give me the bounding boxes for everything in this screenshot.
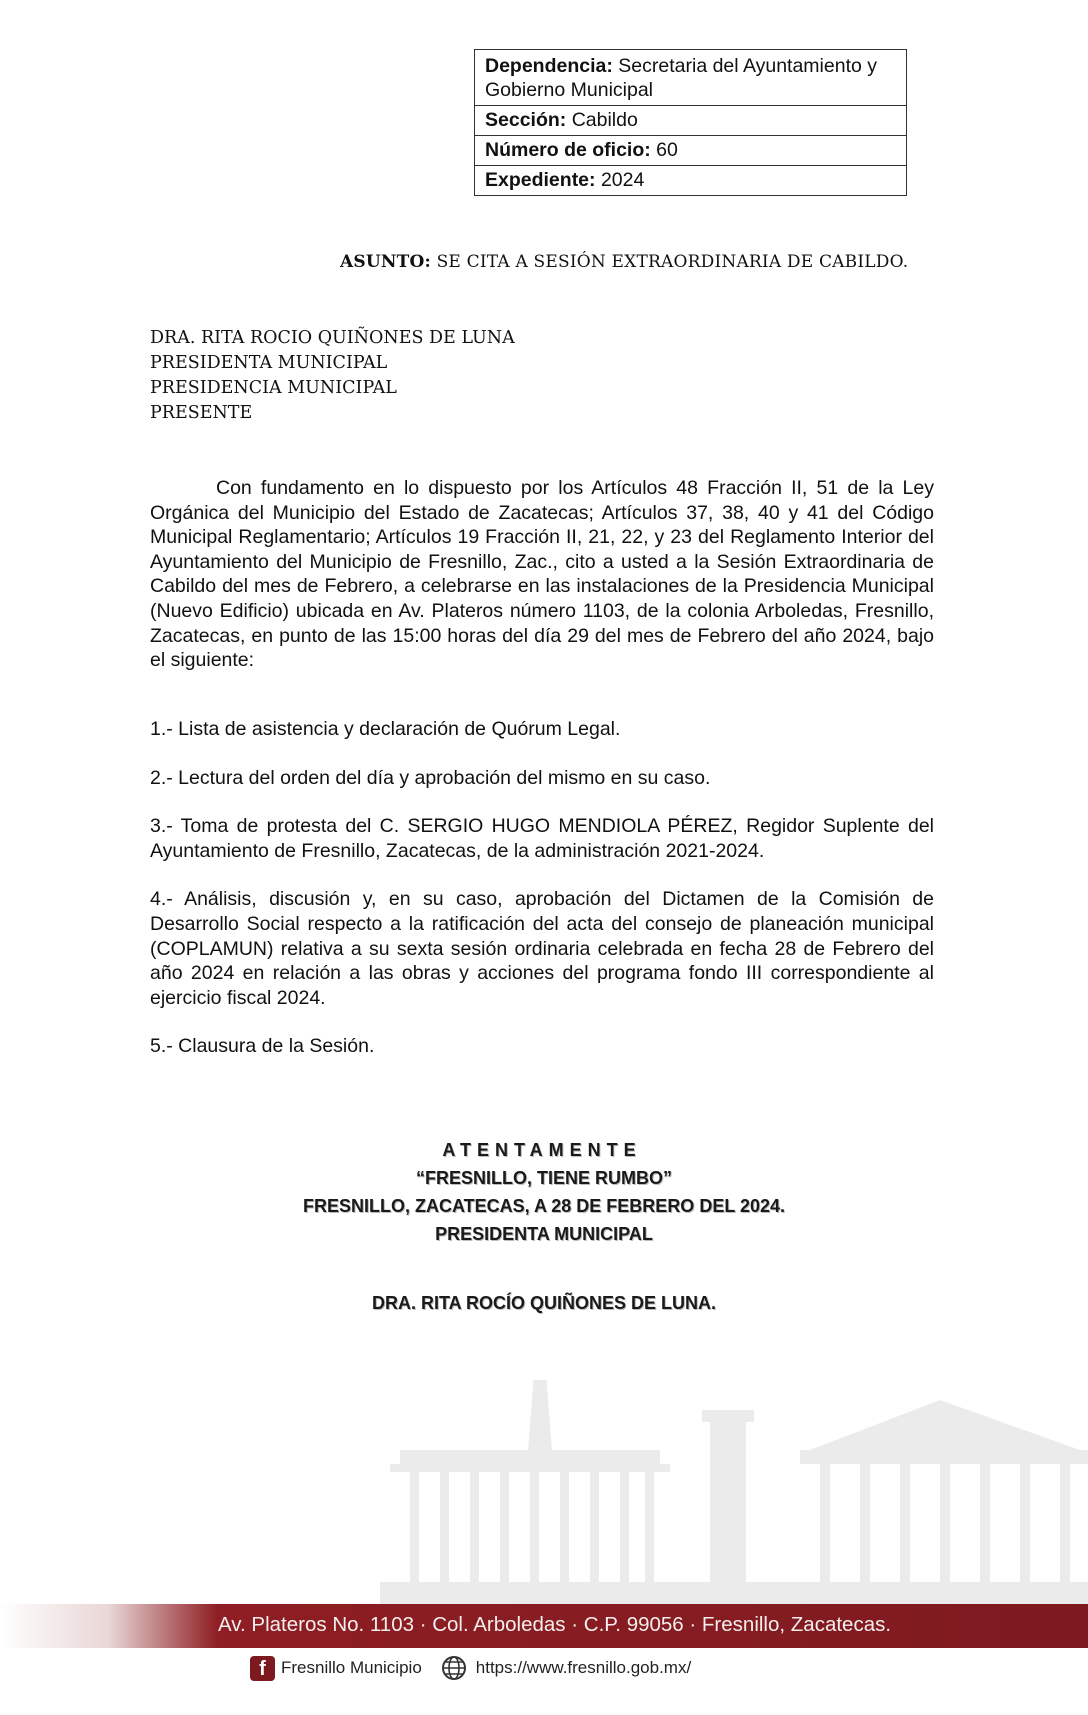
body-text xyxy=(150,476,934,673)
website-link[interactable]: https://www.fresnillo.gob.mx/ xyxy=(475,1658,692,1677)
oficio-row xyxy=(475,135,906,165)
asunto-text: SE CITA A SESIÓN EXTRAORDINARIA DE CABILDO. xyxy=(430,252,909,272)
facebook-icon: f xyxy=(250,1656,275,1681)
agenda-item: 3.- Toma de protesta del C. SERGIO HUGO MENDIOLA PÉREZ, Regidor Suplente del Ayuntamiento de Fresnillo, Zacatecas, de la administración 2021-2024. xyxy=(150,815,934,862)
seccion-label: Sección: xyxy=(485,109,567,131)
dependencia-value: Secretaria del Ayuntamiento y Gobierno Municipal xyxy=(485,55,878,101)
recipient-name: DRA. RITA ROCIO QUIÑONES DE LUNA xyxy=(150,328,515,348)
recipient-office: PRESIDENCIA MUNICIPAL xyxy=(150,378,397,398)
agenda-item: 2.- Lectura del orden del día y aprobación del mismo en su caso. xyxy=(150,766,711,789)
expediente-label: Expediente: xyxy=(485,169,596,191)
expediente-value: 2024 xyxy=(595,169,645,191)
closing-block xyxy=(0,1136,1088,1248)
recipient-presente: PRESENTE xyxy=(150,403,253,423)
header-info-box xyxy=(474,49,907,196)
closing-place-date: FRESNILLO, ZACATECAS, A 28 DE FEBRERO DEL 2024. xyxy=(302,1196,786,1216)
body-paragraph: Con fundamento en lo dispuesto por los Artículos 48 Fracción II, 51 de la Ley Orgánica del Municipio del Estado de Zacatecas; Artículos 37, 38, 40 y 41 del Código Municipal Reglamentario; Artículos 19 Fracción II, 21, 22, y 23 del Reglamento Interior del Ayuntamiento del Municipio de Fresnillo, Zac., cito a usted a la Sesión Extraordinaria de Cabildo del mes de Febrero, a celebrarse en las instalaciones de la Presidencia Municipal (Nuevo Edificio) ubicada en Av. Plateros número 1103, de la colonia Arboledas, Fresnillo, Zacatecas, en punto de las 15:00 horas del día 29 del mes de Febrero del año 2024, bajo el siguiente: xyxy=(150,477,934,672)
signer-name: DRA. RITA ROCÍO QUIÑONES DE LUNA. xyxy=(371,1293,716,1313)
oficio-label: Número de oficio: xyxy=(485,139,651,161)
footer-address: Av. Plateros No. 1103 · Col. Arboledas · C.P. 99056 · Fresnillo, Zacatecas. xyxy=(218,1613,892,1636)
recipient-title: PRESIDENTA MUNICIPAL xyxy=(150,353,388,373)
agenda-item: 5.- Clausura de la Sesión. xyxy=(150,1035,375,1058)
agenda-list xyxy=(150,717,934,1083)
dependencia-label: Dependencia: xyxy=(485,55,613,77)
agenda-item: 4.- Análisis, discusión y, en su caso, aprobación del Dictamen de la Comisión de Desarrollo Social respecto a la ratificación del acta del consejo de planeación municipal (COPLAMUN) relativa a su sexta sesión ordinaria celebrada en fecha 28 de Febrero del año 2024 en relación a las obras y acciones del programa fondo III correspondiente al ejercicio fiscal 2024. xyxy=(150,888,934,1009)
closing-atentamente: ATENTAMENTE xyxy=(442,1140,642,1160)
asunto-label: ASUNTO: xyxy=(340,252,431,272)
facebook-link[interactable]: Fresnillo Municipio xyxy=(281,1658,422,1677)
closing-motto: “FRESNILLO, TIENE RUMBO” xyxy=(416,1168,672,1188)
closing-title: PRESIDENTA MUNICIPAL xyxy=(435,1224,653,1244)
recipient-block xyxy=(150,326,515,426)
oficio-value: 60 xyxy=(650,139,678,161)
agenda-item: 1.- Lista de asistencia y declaración de Quórum Legal. xyxy=(150,718,621,740)
dependencia-row xyxy=(475,50,906,105)
seccion-row xyxy=(475,105,906,135)
globe-icon xyxy=(440,1654,468,1682)
asunto-line xyxy=(340,252,908,272)
monument-watermark xyxy=(380,1380,1088,1605)
footer-social xyxy=(250,1650,691,1686)
expediente-row xyxy=(475,165,906,195)
seccion-value: Cabildo xyxy=(566,109,638,131)
